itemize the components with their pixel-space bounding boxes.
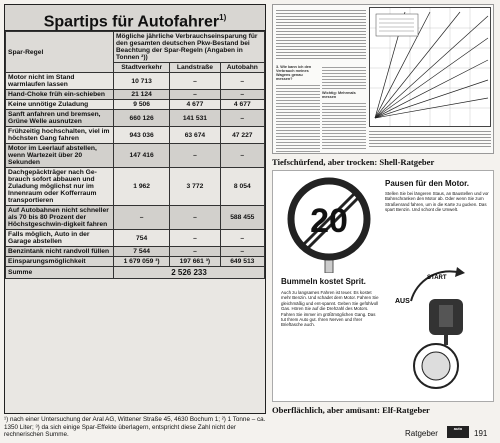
row-rural: 63 674 xyxy=(170,127,220,144)
nomogram-caption xyxy=(369,129,491,147)
potential-label: Einsparungsmöglichkeit xyxy=(6,257,114,267)
elf-advert xyxy=(272,170,494,402)
row-rule: Motor nicht im Stand warmlaufen lassen xyxy=(6,73,114,90)
row-city: 754 xyxy=(114,230,170,247)
row-highway: – xyxy=(220,90,264,100)
row-rural: 141 531 xyxy=(170,110,220,127)
row-highway: 8 054 xyxy=(220,168,264,206)
page-number: 191 xyxy=(474,429,488,438)
spartips-table-panel xyxy=(4,4,266,414)
row-highway: 588 455 xyxy=(220,206,264,230)
header-rule: Spar-Regel xyxy=(6,32,114,73)
row-city: 147 416 xyxy=(114,144,170,168)
row-highway: 4 677 xyxy=(220,100,264,110)
row-rural: – xyxy=(170,230,220,247)
row-city: 21 124 xyxy=(114,90,170,100)
ad-text-2: Auch zu langsames Fahren ist teuer. Es kostet mehr Benzin. Und schadet dem Motor. Fahren Sie gleichmäßig und ent-spannt. Geben Sie gefühlvoll Gas. Hören Sie auf die Drehzahl des Motors. Fahren Sie immer im größtmöglichen Gang. Das tut Ihrem Auto gut. Ihren Nerven und Ihrer Brieftasche auch. xyxy=(281,290,379,328)
potential-highway: 649 513 xyxy=(220,257,264,267)
row-city: 660 126 xyxy=(114,110,170,127)
ignition-key-graphic xyxy=(381,261,491,401)
article-col-2 xyxy=(322,65,366,151)
row-rural: – xyxy=(170,144,220,168)
header-highway: Autobahn xyxy=(220,63,264,73)
row-rural: – xyxy=(170,90,220,100)
row-highway: – xyxy=(220,247,264,257)
elf-caption: Oberflächlich, aber amüsant: Elf-Ratgeber xyxy=(272,405,430,415)
row-city: 10 713 xyxy=(114,73,170,90)
article-col2-heading: Wichtig: Mehrmals messen xyxy=(322,91,356,99)
row-rule: Benzintank nicht randvoll füllen xyxy=(6,247,114,257)
shell-caption: Tiefschürfend, aber trocken: Shell-Ratgeber xyxy=(272,157,435,167)
row-city: 943 036 xyxy=(114,127,170,144)
row-rural: – xyxy=(170,247,220,257)
ad-title-1: Pausen für den Motor. xyxy=(385,179,470,188)
shell-article-excerpt xyxy=(272,4,494,154)
table-row xyxy=(6,247,265,257)
potential-row xyxy=(6,257,265,267)
ad-block-2 xyxy=(281,277,381,328)
potential-city: 1 679 059 ³) xyxy=(114,257,170,267)
footer-section: Ratgeber xyxy=(405,429,438,438)
table-row xyxy=(6,168,265,206)
table-title-footnote-mark: 1) xyxy=(219,13,227,22)
row-rule: Sanft anfahren und bremsen, Grüne Welle ausnutzen xyxy=(6,110,114,127)
row-city: 1 962 xyxy=(114,168,170,206)
table-footnote: ¹) nach einer Untersuchung der Aral AG, Wittener Straße 45, 4630 Bochum 1; ²) 1 Tonne – ca. 1350 Liter; ³) da sich einige Spar-Effekte überlagern, entspricht diese Zahl nicht der rechnerischen Summe. xyxy=(4,416,266,438)
footer-logo: auto xyxy=(447,426,469,438)
row-rural: – xyxy=(170,206,220,230)
table-row xyxy=(6,110,265,127)
row-rule: Keine unnötige Zuladung xyxy=(6,100,114,110)
table-row xyxy=(6,127,265,144)
ad-text-1: Stellen Sie bei längeren Staus, an Baustellen und vor Bahnschranken den Motor ab. Oder wenn Sie zum Straßenrand fahren, um in die Karte zu gucken. Das spart Benzin. Und schont die Umwelt. xyxy=(385,191,489,213)
row-city: 9 506 xyxy=(114,100,170,110)
sign-number: 20 xyxy=(310,202,348,240)
article-col-intro xyxy=(276,8,366,60)
savings-table xyxy=(5,31,265,279)
row-city: – xyxy=(114,206,170,230)
table-row xyxy=(6,206,265,230)
row-rule: Auf Autobahnen nicht schneller als 70 bis 80 Prozent der Höchstgeschwin-digkeit fahren xyxy=(6,206,114,230)
ad-block-1 xyxy=(385,179,489,213)
row-rural: 4 677 xyxy=(170,100,220,110)
header-potential: Mögliche jährliche Verbrauchseinsparung für den gesamten deutschen Pkw-Bestand bei Beachtung der Spar-Regeln (Angaben in Tonnen ²)) xyxy=(114,32,265,63)
table-row xyxy=(6,144,265,168)
header-city: Stadtverkehr xyxy=(114,63,170,73)
potential-rural: 197 661 ³) xyxy=(170,257,220,267)
ad-title-2: Bummeln kostet Sprit. xyxy=(281,277,366,286)
sum-total: 2 526 233 xyxy=(114,267,265,279)
table-row xyxy=(6,73,265,90)
label-start: START xyxy=(427,275,447,281)
row-rural: 3 772 xyxy=(170,168,220,206)
row-rule: Dachgepäckträger nach Ge-brauch sofort abbauen und Zuladung möglichst nur im Innenraum oder Kofferraum transportieren xyxy=(6,168,114,206)
row-rule: Hand-Choke früh ein-schieben xyxy=(6,90,114,100)
header-rural: Landstraße xyxy=(170,63,220,73)
table-title xyxy=(5,5,265,31)
row-highway: 47 227 xyxy=(220,127,264,144)
row-highway: – xyxy=(220,110,264,127)
label-aus: AUS xyxy=(395,298,410,305)
article-col-1 xyxy=(276,65,320,154)
row-rule: Motor im Leerlauf abstellen, wenn Wartezeit über 20 Sekunden xyxy=(6,144,114,168)
row-rural: – xyxy=(170,73,220,90)
table-row xyxy=(6,100,265,110)
row-highway: – xyxy=(220,230,264,247)
article-col1-heading: 3. Wie kann ich den Verbrauch meines Wagens genau messen? xyxy=(276,65,312,81)
speed-limit-sign xyxy=(281,177,377,273)
row-city: 7 544 xyxy=(114,247,170,257)
row-rule: Falls möglich, Auto in der Garage abstellen xyxy=(6,230,114,247)
row-highway: – xyxy=(220,144,264,168)
table-row xyxy=(6,230,265,247)
nomogram-graphic xyxy=(370,8,490,126)
sum-label: Summe xyxy=(6,267,114,279)
table-row xyxy=(6,90,265,100)
row-highway: – xyxy=(220,73,264,90)
table-title-text: Spartips für Autofahrer xyxy=(43,13,220,31)
consumption-nomogram xyxy=(369,7,491,127)
row-rule: Frühzeitig hochschalten, viel im höchsten Gang fahren xyxy=(6,127,114,144)
sum-row xyxy=(6,267,265,279)
